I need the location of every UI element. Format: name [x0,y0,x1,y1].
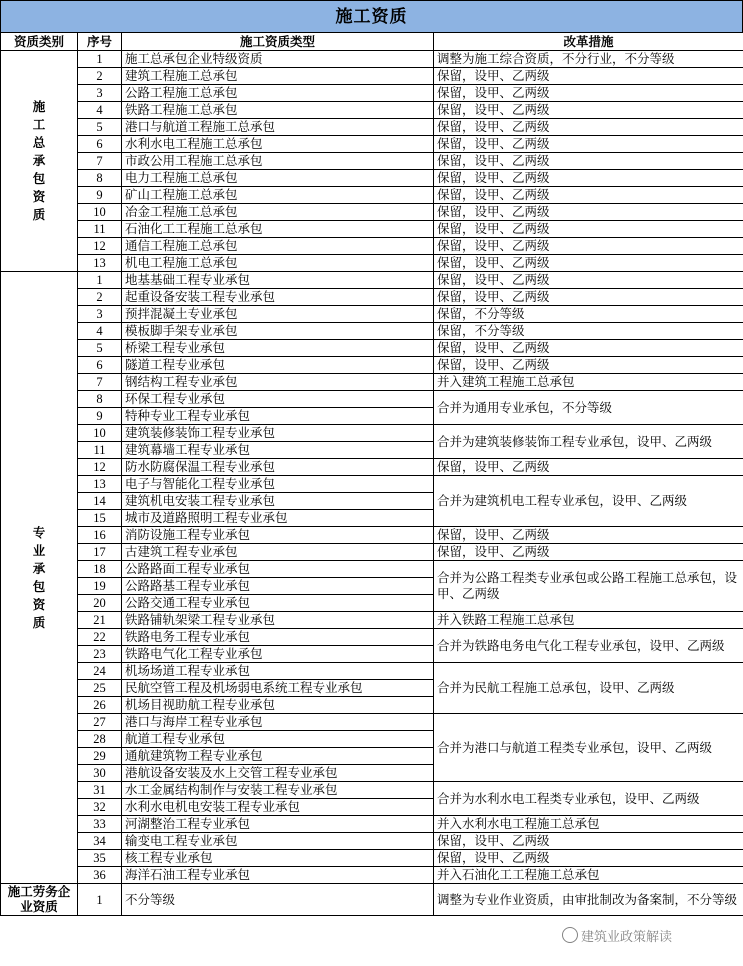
type-cell: 环保工程专业承包 [122,391,434,408]
reform-cell: 调整为施工综合资质，不分行业，不分等级 [434,51,743,68]
table-row [1,425,743,442]
seq-cell: 7 [78,153,122,170]
watermark-text: 建筑业政策解读 [581,930,673,945]
type-cell: 不分等级 [122,884,434,916]
reform-cell: 并入石油化工工程施工总承包 [434,867,743,884]
sheet-title: 施工资质 [0,0,743,32]
seq-cell: 12 [78,459,122,476]
watermark [562,926,672,945]
seq-cell: 35 [78,850,122,867]
seq-cell: 11 [78,442,122,459]
header-reform: 改革措施 [434,33,743,51]
table-row [1,663,743,680]
reform-cell: 保留，设甲、乙两级 [434,119,743,136]
seq-cell: 5 [78,340,122,357]
seq-cell: 28 [78,731,122,748]
type-cell: 民航空管工程及机场弱电系统工程专业承包 [122,680,434,697]
type-cell: 公路交通工程专业承包 [122,595,434,612]
seq-cell: 4 [78,323,122,340]
type-cell: 建筑幕墙工程专业承包 [122,442,434,459]
type-cell: 铁路电气化工程专业承包 [122,646,434,663]
type-cell: 城市及道路照明工程专业承包 [122,510,434,527]
seq-cell: 6 [78,136,122,153]
reform-cell: 调整为专业作业资质，由审批制改为备案制，不分等级 [434,884,743,916]
reform-cell: 保留，设甲、乙两级 [434,85,743,102]
wechat-icon [562,927,578,943]
type-cell: 输变电工程专业承包 [122,833,434,850]
type-cell: 港口与航道工程施工总承包 [122,119,434,136]
table-row [1,306,743,323]
type-cell: 建筑机电安装工程专业承包 [122,493,434,510]
seq-cell: 22 [78,629,122,646]
seq-cell: 25 [78,680,122,697]
reform-cell: 保留，设甲、乙两级 [434,204,743,221]
seq-cell: 34 [78,833,122,850]
type-cell: 隧道工程专业承包 [122,357,434,374]
category-specialty-contracting [1,272,78,884]
type-cell: 电子与智能化工程专业承包 [122,476,434,493]
reform-cell: 并入铁路工程施工总承包 [434,612,743,629]
type-cell: 核工程专业承包 [122,850,434,867]
seq-cell: 14 [78,493,122,510]
seq-cell: 3 [78,85,122,102]
table-row [1,255,743,272]
type-cell: 地基基础工程专业承包 [122,272,434,289]
reform-cell: 保留，设甲、乙两级 [434,340,743,357]
type-cell: 通航建筑物工程专业承包 [122,748,434,765]
table-row [1,289,743,306]
type-cell: 铁路工程施工总承包 [122,102,434,119]
table-row [1,476,743,493]
seq-cell: 8 [78,391,122,408]
type-cell: 钢结构工程专业承包 [122,374,434,391]
reform-cell: 保留，设甲、乙两级 [434,544,743,561]
type-cell: 石油化工工程施工总承包 [122,221,434,238]
seq-cell: 19 [78,578,122,595]
type-cell: 通信工程施工总承包 [122,238,434,255]
category-label: 专业承包资质 [32,525,46,630]
table-row [1,833,743,850]
table-row [1,544,743,561]
table-row [1,153,743,170]
category-general-contracting [1,51,78,272]
table-row [1,238,743,255]
table-row [1,221,743,238]
reform-cell: 合并为公路工程类专业承包或公路工程施工总承包，设甲、乙两级 [434,561,743,612]
seq-cell: 3 [78,306,122,323]
seq-cell: 16 [78,527,122,544]
type-cell: 机场场道工程专业承包 [122,663,434,680]
table-row [1,323,743,340]
type-cell: 特种专业工程专业承包 [122,408,434,425]
type-cell: 施工总承包企业特级资质 [122,51,434,68]
reform-cell: 保留，设甲、乙两级 [434,221,743,238]
category-label: 施工总承包资质 [32,100,46,222]
seq-cell: 7 [78,374,122,391]
table-row [1,85,743,102]
table-row [1,391,743,408]
table-row [1,136,743,153]
table-row [1,340,743,357]
type-cell: 铁路铺轨架梁工程专业承包 [122,612,434,629]
seq-cell: 12 [78,238,122,255]
type-cell: 航道工程专业承包 [122,731,434,748]
reform-cell: 保留，设甲、乙两级 [434,850,743,867]
type-cell: 公路工程施工总承包 [122,85,434,102]
type-cell: 铁路电务工程专业承包 [122,629,434,646]
table-row [1,272,743,289]
qualification-table [0,32,743,916]
seq-cell: 9 [78,408,122,425]
reform-cell: 保留，设甲、乙两级 [434,102,743,119]
reform-cell: 保留，不分等级 [434,306,743,323]
seq-cell: 17 [78,544,122,561]
type-cell: 港口与海岸工程专业承包 [122,714,434,731]
type-cell: 港航设备安装及水上交管工程专业承包 [122,765,434,782]
reform-cell: 并入建筑工程施工总承包 [434,374,743,391]
seq-cell: 15 [78,510,122,527]
seq-cell: 4 [78,102,122,119]
seq-cell: 2 [78,68,122,85]
seq-cell: 30 [78,765,122,782]
reform-cell: 保留，不分等级 [434,323,743,340]
reform-cell: 保留，设甲、乙两级 [434,272,743,289]
table-row [1,459,743,476]
header-row [1,33,743,51]
type-cell: 机电工程施工总承包 [122,255,434,272]
seq-cell: 33 [78,816,122,833]
type-cell: 矿山工程施工总承包 [122,187,434,204]
seq-cell: 6 [78,357,122,374]
type-cell: 消防设施工程专业承包 [122,527,434,544]
header-seq: 序号 [78,33,122,51]
table-row [1,629,743,646]
reform-cell: 保留，设甲、乙两级 [434,153,743,170]
seq-cell: 29 [78,748,122,765]
seq-cell: 9 [78,187,122,204]
reform-cell: 保留，设甲、乙两级 [434,289,743,306]
table-row [1,612,743,629]
reform-cell: 保留，设甲、乙两级 [434,833,743,850]
type-cell: 海洋石油工程专业承包 [122,867,434,884]
type-cell: 古建筑工程专业承包 [122,544,434,561]
header-type: 施工资质类型 [122,33,434,51]
table-row [1,357,743,374]
category-labor-service: 施工劳务企业资质 [1,884,78,916]
type-cell: 公路路面工程专业承包 [122,561,434,578]
seq-cell: 1 [78,884,122,916]
seq-cell: 8 [78,170,122,187]
seq-cell: 2 [78,289,122,306]
table-row [1,816,743,833]
type-cell: 冶金工程施工总承包 [122,204,434,221]
seq-cell: 31 [78,782,122,799]
reform-cell: 合并为建筑装修装饰工程专业承包，设甲、乙两级 [434,425,743,459]
type-cell: 桥梁工程专业承包 [122,340,434,357]
table-row [1,102,743,119]
table-row [1,782,743,799]
table-row [1,68,743,85]
header-category: 资质类别 [1,33,78,51]
seq-cell: 26 [78,697,122,714]
table-row [1,884,743,916]
reform-cell: 保留，设甲、乙两级 [434,459,743,476]
table-row [1,527,743,544]
seq-cell: 20 [78,595,122,612]
reform-cell: 合并为通用专业承包，不分等级 [434,391,743,425]
type-cell: 水工金属结构制作与安装工程专业承包 [122,782,434,799]
reform-cell: 合并为铁路电务电气化工程专业承包，设甲、乙两级 [434,629,743,663]
seq-cell: 24 [78,663,122,680]
seq-cell: 10 [78,204,122,221]
reform-cell: 合并为水利水电工程类专业承包，设甲、乙两级 [434,782,743,816]
reform-cell: 合并为民航工程施工总承包，设甲、乙两级 [434,663,743,714]
seq-cell: 36 [78,867,122,884]
seq-cell: 10 [78,425,122,442]
seq-cell: 11 [78,221,122,238]
table-row [1,561,743,578]
type-cell: 市政公用工程施工总承包 [122,153,434,170]
table-row [1,867,743,884]
type-cell: 起重设备安装工程专业承包 [122,289,434,306]
type-cell: 模板脚手架专业承包 [122,323,434,340]
reform-cell: 保留，设甲、乙两级 [434,527,743,544]
seq-cell: 13 [78,476,122,493]
type-cell: 水利水电机电安装工程专业承包 [122,799,434,816]
reform-cell: 保留，设甲、乙两级 [434,187,743,204]
reform-cell: 保留，设甲、乙两级 [434,68,743,85]
table-row [1,850,743,867]
table-row [1,170,743,187]
seq-cell: 32 [78,799,122,816]
seq-cell: 18 [78,561,122,578]
reform-cell: 保留，设甲、乙两级 [434,255,743,272]
reform-cell: 合并为港口与航道工程类专业承包，设甲、乙两级 [434,714,743,782]
type-cell: 河湖整治工程专业承包 [122,816,434,833]
seq-cell: 13 [78,255,122,272]
type-cell: 水利水电工程施工总承包 [122,136,434,153]
type-cell: 公路路基工程专业承包 [122,578,434,595]
type-cell: 建筑装修装饰工程专业承包 [122,425,434,442]
reform-cell: 保留，设甲、乙两级 [434,357,743,374]
table-row [1,119,743,136]
reform-cell: 保留，设甲、乙两级 [434,238,743,255]
reform-cell: 合并为建筑机电工程专业承包，设甲、乙两级 [434,476,743,527]
seq-cell: 1 [78,51,122,68]
table-row [1,187,743,204]
table-row [1,204,743,221]
type-cell: 建筑工程施工总承包 [122,68,434,85]
seq-cell: 1 [78,272,122,289]
seq-cell: 27 [78,714,122,731]
table-row [1,51,743,68]
table-row [1,714,743,731]
type-cell: 机场目视助航工程专业承包 [122,697,434,714]
seq-cell: 21 [78,612,122,629]
type-cell: 电力工程施工总承包 [122,170,434,187]
reform-cell: 保留，设甲、乙两级 [434,170,743,187]
reform-cell: 保留，设甲、乙两级 [434,136,743,153]
seq-cell: 5 [78,119,122,136]
table-row [1,374,743,391]
reform-cell: 并入水利水电工程施工总承包 [434,816,743,833]
seq-cell: 23 [78,646,122,663]
type-cell: 防水防腐保温工程专业承包 [122,459,434,476]
type-cell: 预拌混凝土专业承包 [122,306,434,323]
